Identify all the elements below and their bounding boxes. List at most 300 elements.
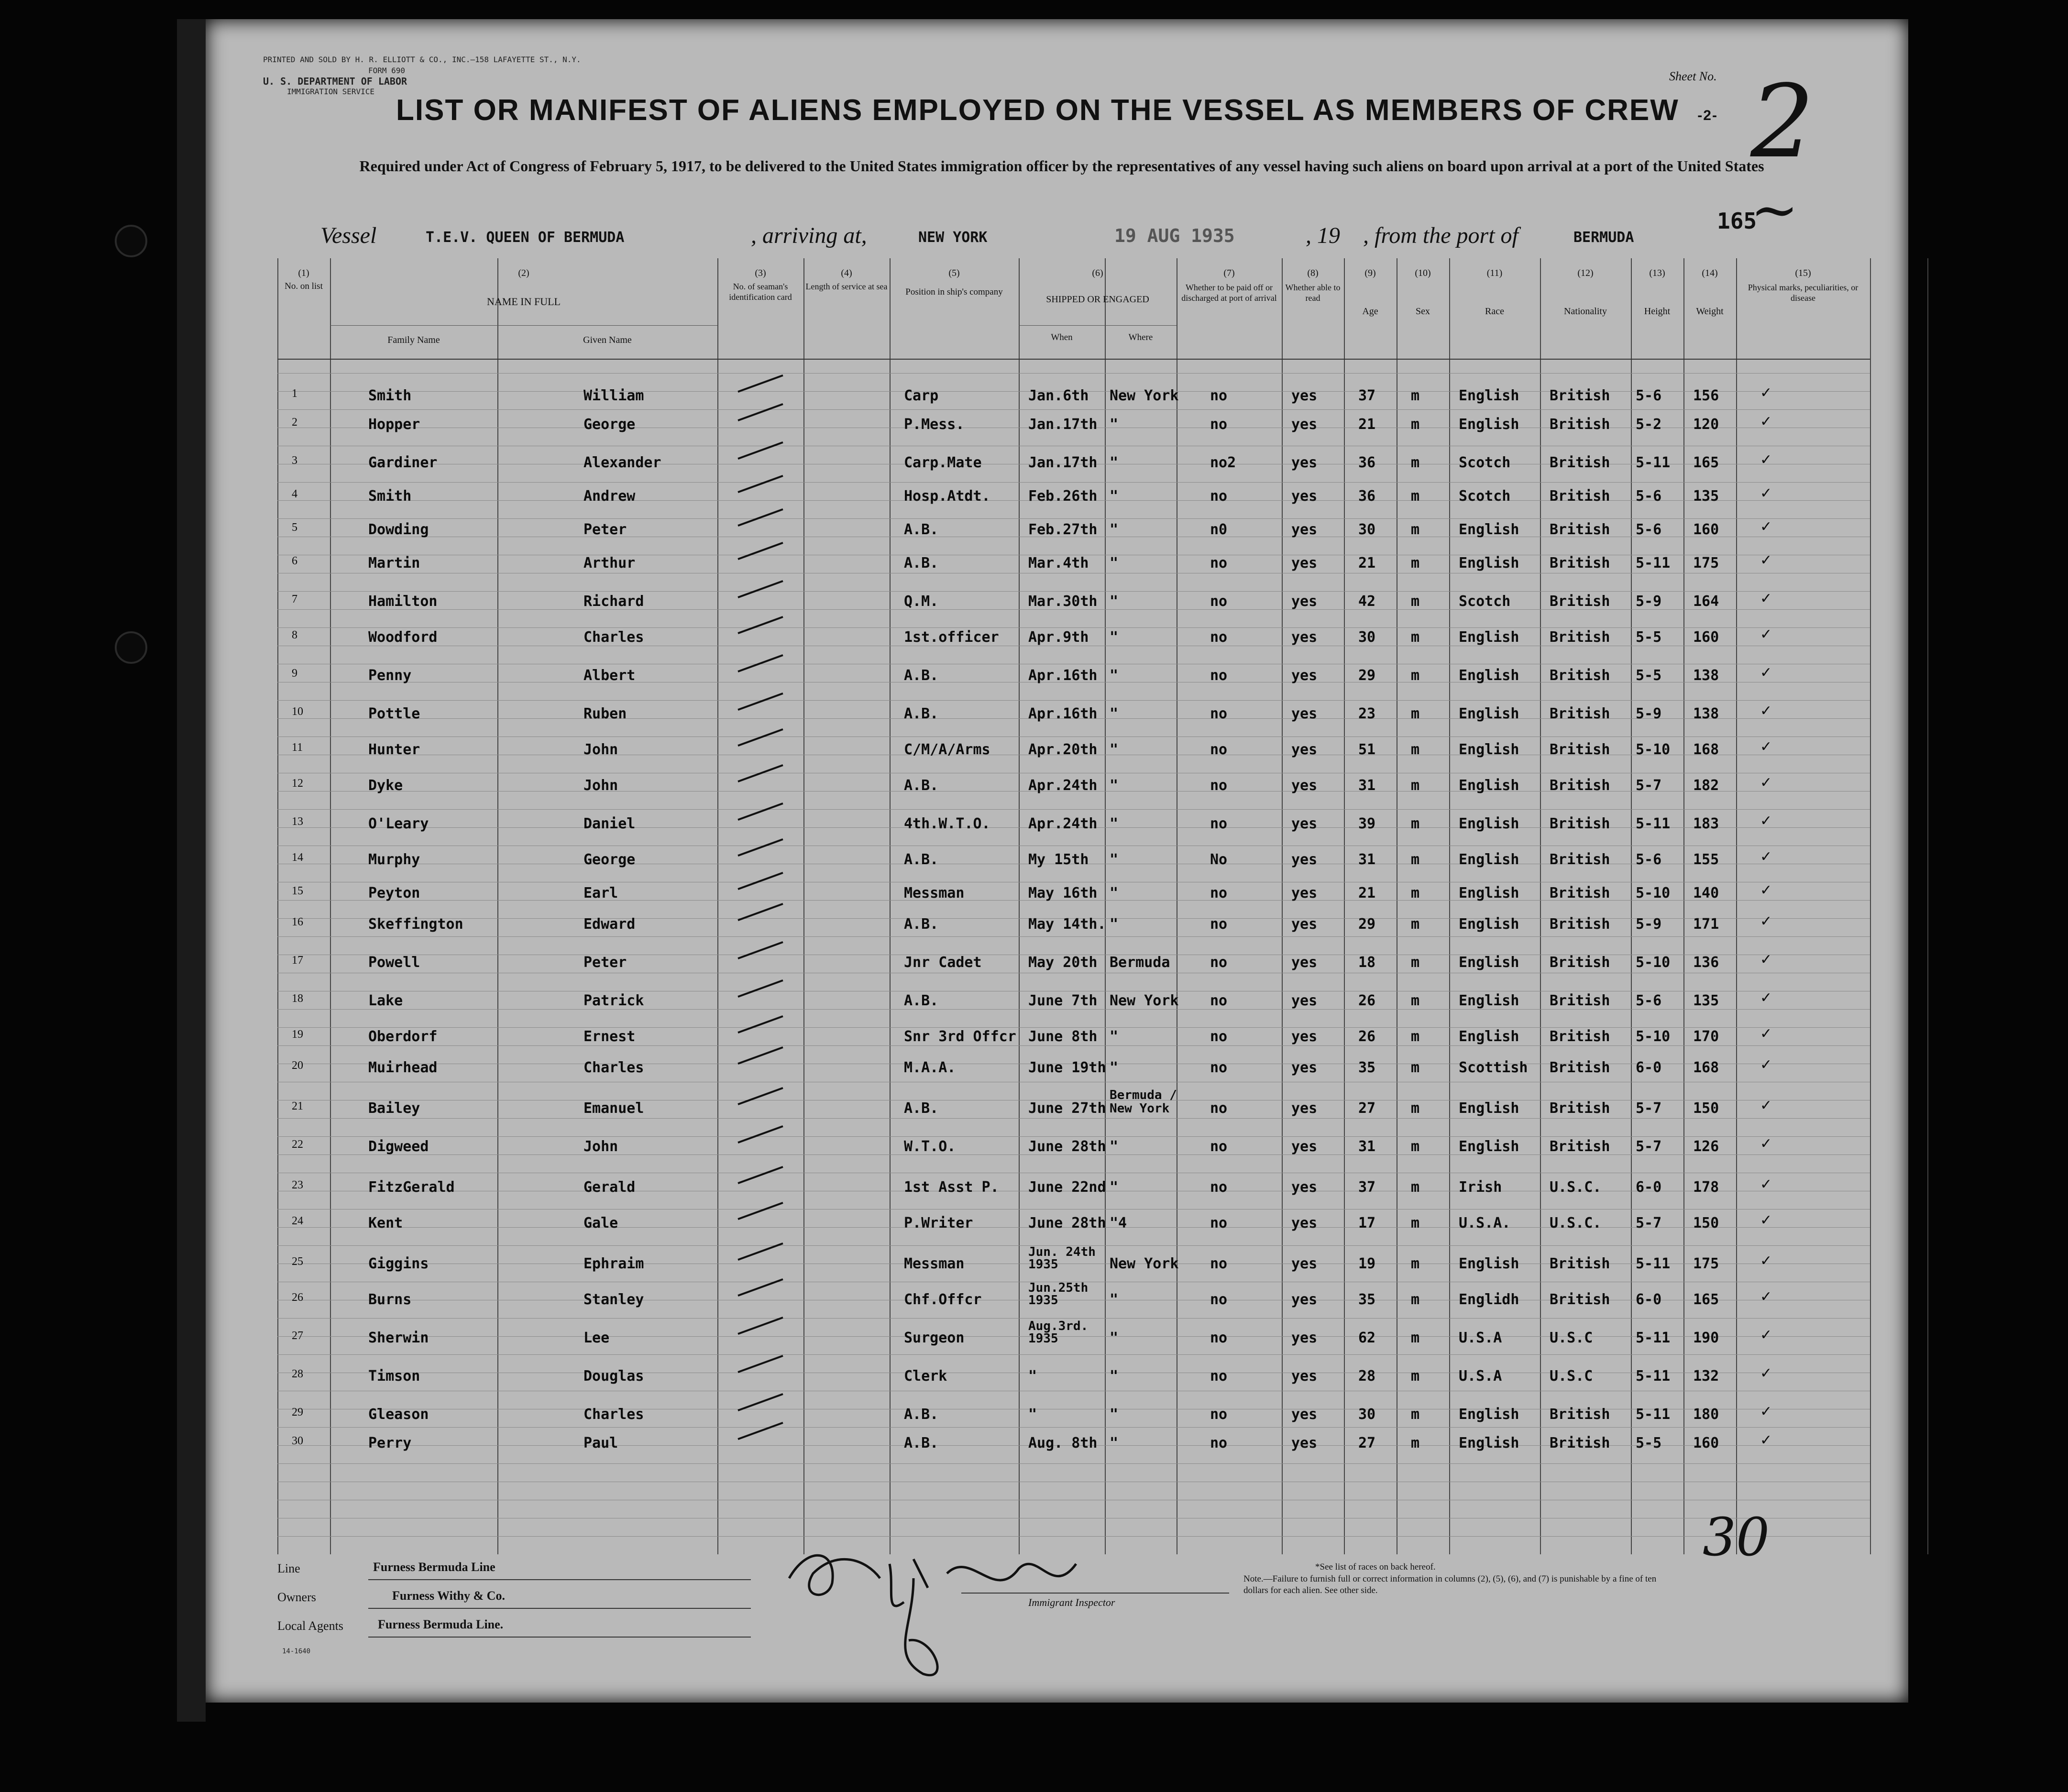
cell-position: 1st.officer [904, 629, 999, 646]
physical-marks-check: ✓ [1760, 664, 1772, 681]
cell-age: 18 [1358, 954, 1376, 971]
owners-value: Furness Withy & Co. [392, 1589, 505, 1603]
cell-given: Paul [583, 1435, 618, 1451]
cell-height: 5-11 [1636, 1330, 1671, 1346]
column-header: Nationality [1564, 306, 1607, 317]
cell-position: A.B. [904, 555, 939, 572]
cell-family: Bailey [368, 1100, 420, 1117]
arrival-date-stamp: 19 AUG 1935 [1114, 225, 1235, 246]
table-row [277, 1088, 1870, 1124]
cell-no: 15 [292, 885, 303, 897]
cell-weight: 135 [1693, 488, 1719, 505]
agents-label: Local Agents [277, 1619, 343, 1633]
binding-strip [177, 19, 206, 1722]
cell-given: Peter [583, 954, 627, 971]
cell-family: Peyton [368, 885, 420, 901]
cell-paid: no [1210, 416, 1228, 433]
cell-family: Martin [368, 555, 420, 572]
shipped-subheader-rule [1019, 325, 1177, 326]
cell-no: 27 [292, 1330, 303, 1342]
cell-nat: U.S.C [1550, 1368, 1593, 1385]
cell-where: " [1110, 488, 1119, 505]
column-header: (13) [1649, 268, 1665, 278]
cell-family: Digweed [368, 1138, 429, 1155]
cell-weight: 138 [1693, 667, 1719, 684]
cell-height: 5-11 [1636, 454, 1671, 471]
cell-family: Burns [368, 1291, 412, 1308]
cell-height: 6-0 [1636, 1291, 1662, 1308]
cell-where: New York [1110, 992, 1179, 1009]
cell-age: 19 [1358, 1255, 1376, 1272]
cell-weight: 168 [1693, 1059, 1719, 1076]
table-row [277, 882, 1870, 909]
cell-age: 23 [1358, 705, 1376, 722]
cell-no: 25 [292, 1255, 303, 1268]
cell-given: Charles [583, 629, 644, 646]
vessel-label: Vessel [320, 223, 377, 248]
cell-height: 5-7 [1636, 1100, 1662, 1117]
table-row [277, 1365, 1870, 1392]
cell-sex: m [1411, 593, 1420, 610]
cell-read: yes [1291, 1179, 1318, 1196]
cell-where: " [1110, 1059, 1119, 1076]
cell-sex: m [1411, 555, 1420, 572]
table-row [277, 1245, 1870, 1279]
column-header: (2) [518, 268, 529, 278]
physical-marks-check: ✓ [1760, 882, 1772, 899]
cell-weight: 120 [1693, 416, 1719, 433]
column-header: Where [1128, 332, 1153, 342]
cell-read: yes [1291, 885, 1318, 901]
id-card-tick-mark [737, 1393, 783, 1411]
cell-no: 12 [292, 777, 303, 790]
cell-nat: British [1550, 593, 1610, 610]
cell-nat: British [1550, 954, 1610, 971]
cell-sex: m [1411, 1179, 1420, 1196]
cell-height: 5-5 [1636, 1435, 1662, 1451]
cell-weight: 175 [1693, 555, 1719, 572]
agents-underline [368, 1637, 751, 1638]
cell-where: " [1110, 416, 1119, 433]
cell-height: 5-6 [1636, 387, 1662, 404]
physical-marks-check: ✓ [1760, 1403, 1772, 1420]
column-header: (15) [1795, 268, 1811, 278]
cell-family: Lake [368, 992, 403, 1009]
cell-sex: m [1411, 851, 1420, 868]
cell-sex: m [1411, 885, 1420, 901]
cell-family: Hopper [368, 416, 420, 433]
physical-marks-check: ✓ [1760, 738, 1772, 755]
cell-age: 29 [1358, 667, 1376, 684]
cell-race: English [1459, 667, 1519, 684]
cell-race: U.S.A [1459, 1368, 1502, 1385]
cell-sex: m [1411, 416, 1420, 433]
cell-family: Perry [368, 1435, 412, 1451]
cell-age: 21 [1358, 416, 1376, 433]
cell-no: 30 [292, 1435, 303, 1447]
cell-race: English [1459, 815, 1519, 832]
cell-height: 5-7 [1636, 777, 1662, 794]
cell-read: yes [1291, 954, 1318, 971]
table-row [277, 1319, 1870, 1353]
table-row [277, 1135, 1870, 1162]
cell-race: English [1459, 1100, 1519, 1117]
id-card-tick-mark [737, 616, 783, 634]
manifest-sheet [206, 19, 1908, 1703]
cell-nat: British [1550, 815, 1610, 832]
cell-age: 62 [1358, 1330, 1376, 1346]
cell-sex: m [1411, 1059, 1420, 1076]
cell-when: " [1028, 1406, 1037, 1423]
cell-height: 5-11 [1636, 1255, 1671, 1272]
column-header: Weight [1696, 306, 1724, 317]
inspector-underline [961, 1593, 1229, 1594]
cell-race: English [1459, 387, 1519, 404]
id-card-tick-mark [737, 1317, 783, 1335]
cell-age: 42 [1358, 593, 1376, 610]
column-header: Whether able to read [1285, 283, 1341, 303]
cell-when: May 14th. [1028, 916, 1106, 933]
physical-marks-check: ✓ [1760, 518, 1772, 535]
cell-read: yes [1291, 416, 1318, 433]
table-row [277, 738, 1870, 765]
column-header: (12) [1577, 268, 1594, 278]
id-card-tick-mark [737, 1166, 783, 1184]
cell-paid: no [1210, 1368, 1228, 1385]
cell-read: yes [1291, 1255, 1318, 1272]
cell-when: Jan.6th [1028, 387, 1089, 404]
cell-read: yes [1291, 1028, 1318, 1045]
cell-weight: 140 [1693, 885, 1719, 901]
cell-height: 5-5 [1636, 629, 1662, 646]
cell-position: Jnr Cadet [904, 954, 982, 971]
id-card-tick-mark [737, 1202, 783, 1220]
cell-where: " [1110, 1291, 1119, 1308]
cell-weight: 180 [1693, 1406, 1719, 1423]
cell-given: Arthur [583, 555, 636, 572]
cell-position: A.B. [904, 1435, 939, 1451]
cell-age: 31 [1358, 851, 1376, 868]
cell-family: Skeffington [368, 916, 463, 933]
cell-family: O'Leary [368, 815, 429, 832]
cell-sex: m [1411, 815, 1420, 832]
cell-no: 18 [292, 992, 303, 1005]
cell-where: " [1110, 521, 1119, 538]
physical-marks-check: ✓ [1760, 1025, 1772, 1042]
cell-height: 5-11 [1636, 815, 1671, 832]
cell-sex: m [1411, 954, 1420, 971]
cell-paid: no [1210, 488, 1228, 505]
cell-where: " [1110, 1028, 1119, 1045]
cell-height: 5-9 [1636, 593, 1662, 610]
table-row [277, 1176, 1870, 1203]
physical-marks-check: ✓ [1760, 385, 1772, 401]
cell-weight: 168 [1693, 741, 1719, 758]
column-header: (14) [1702, 268, 1718, 278]
cell-paid: no [1210, 593, 1228, 610]
cell-age: 30 [1358, 629, 1376, 646]
cell-height: 5-7 [1636, 1215, 1662, 1231]
arriving-label: , arriving at, [751, 223, 867, 248]
cell-sex: m [1411, 629, 1420, 646]
table-row [277, 1056, 1870, 1083]
cell-paid: no [1210, 1291, 1228, 1308]
cell-paid: no2 [1210, 454, 1236, 471]
cell-nat: British [1550, 1100, 1610, 1117]
cell-sex: m [1411, 705, 1420, 722]
cell-when: Feb.27th [1028, 521, 1098, 538]
cell-no: 29 [292, 1406, 303, 1418]
cell-read: yes [1291, 1406, 1318, 1423]
cell-family: Oberdorf [368, 1028, 438, 1045]
cell-given: Charles [583, 1406, 644, 1423]
cell-when: Aug.3rd. 1935 [1028, 1319, 1089, 1346]
table-row [277, 1212, 1870, 1239]
table-row [277, 705, 1870, 729]
cell-read: yes [1291, 629, 1318, 646]
cell-when: June 27th [1028, 1100, 1106, 1117]
cell-no: 19 [292, 1028, 303, 1041]
table-row [277, 913, 1870, 940]
column-header: No. of seaman's identification card [729, 282, 792, 302]
cell-race: English [1459, 1138, 1519, 1155]
cell-position: Surgeon [904, 1330, 965, 1346]
cell-given: Patrick [583, 992, 644, 1009]
cell-race: English [1459, 521, 1519, 538]
form-code: 14-1640 [282, 1648, 311, 1655]
table-row [277, 989, 1870, 1016]
cell-race: Scotch [1459, 454, 1511, 471]
cell-family: Hamilton [368, 593, 438, 610]
cell-weight: 138 [1693, 705, 1719, 722]
cell-no: 24 [292, 1215, 303, 1227]
cell-nat: U.S.C. [1550, 1215, 1602, 1231]
sheet-number: 2 [1750, 63, 1815, 180]
cell-weight: 178 [1693, 1179, 1719, 1196]
cell-race: Scottish [1459, 1059, 1528, 1076]
sheet-number-label: Sheet No. [1669, 69, 1717, 83]
title-suffix: -2- [1697, 108, 1718, 123]
cell-weight: 160 [1693, 1435, 1719, 1451]
cell-position: Q.M. [904, 593, 939, 610]
cell-read: yes [1291, 454, 1318, 471]
physical-marks-check: ✓ [1760, 1432, 1772, 1449]
cell-nat: British [1550, 1138, 1610, 1155]
cell-paid: no [1210, 1028, 1228, 1045]
cell-when: June 28th [1028, 1138, 1106, 1155]
cell-race: English [1459, 629, 1519, 646]
cell-weight: 135 [1693, 992, 1719, 1009]
column-header: When [1051, 332, 1073, 342]
cell-paid: no [1210, 815, 1228, 832]
cell-age: 37 [1358, 387, 1376, 404]
cell-sex: m [1411, 1138, 1420, 1155]
physical-marks-check: ✓ [1760, 1365, 1772, 1382]
cell-nat: British [1550, 1291, 1610, 1308]
cell-age: 35 [1358, 1291, 1376, 1308]
cell-given: George [583, 416, 636, 433]
cell-weight: 190 [1693, 1330, 1719, 1346]
cell-paid: no [1210, 1330, 1228, 1346]
cell-sex: m [1411, 667, 1420, 684]
cell-read: yes [1291, 741, 1318, 758]
header-rule [277, 359, 1870, 360]
cell-no: 28 [292, 1368, 303, 1380]
cell-race: English [1459, 916, 1519, 933]
cell-weight: 165 [1693, 454, 1719, 471]
column-header: Age [1362, 306, 1378, 317]
cell-read: yes [1291, 1138, 1318, 1155]
cell-paid: no [1210, 387, 1228, 404]
cell-nat: British [1550, 1406, 1610, 1423]
column-header: Whether to be paid off or discharged at port of arrival [1181, 283, 1277, 303]
cell-given: Richard [583, 593, 644, 610]
cell-age: 35 [1358, 1059, 1376, 1076]
cell-when: Aug. 8th [1028, 1435, 1098, 1451]
cell-weight: 165 [1693, 1291, 1719, 1308]
cell-sex: m [1411, 1255, 1420, 1272]
cell-height: 5-7 [1636, 1138, 1662, 1155]
id-card-tick-mark [737, 1278, 783, 1297]
ruled-line [277, 518, 1870, 519]
cell-age: 28 [1358, 1368, 1376, 1385]
year-label: , 19 [1306, 223, 1340, 248]
cell-position: A.B. [904, 667, 939, 684]
cell-no: 6 [292, 555, 297, 567]
cell-sex: m [1411, 1368, 1420, 1385]
cell-nat: British [1550, 555, 1610, 572]
ruled-line [277, 1354, 1870, 1355]
cell-height: 6-0 [1636, 1059, 1662, 1076]
line-value: Furness Bermuda Line [373, 1560, 495, 1574]
cell-when: Jun.25th 1935 [1028, 1281, 1089, 1308]
cell-no: 5 [292, 521, 297, 534]
inspector-signature [770, 1530, 1200, 1688]
table-row [277, 413, 1870, 440]
cell-given: Peter [583, 521, 627, 538]
cell-race: Englidh [1459, 1291, 1519, 1308]
from-port-label: , from the port of [1363, 223, 1518, 248]
cell-read: yes [1291, 777, 1318, 794]
column-header: (11) [1486, 268, 1503, 278]
line-underline [368, 1579, 751, 1580]
cell-given: Emanuel [583, 1100, 644, 1117]
cell-weight: 183 [1693, 815, 1719, 832]
cell-age: 31 [1358, 1138, 1376, 1155]
id-card-tick-mark [737, 1087, 783, 1105]
cell-position: A.B. [904, 777, 939, 794]
cell-family: Powell [368, 954, 420, 971]
table-row [277, 590, 1870, 617]
cell-when: Apr.24th [1028, 815, 1098, 832]
id-card-tick-mark [737, 764, 783, 782]
title-text: LIST OR MANIFEST OF ALIENS EMPLOYED ON THE VESSEL AS MEMBERS OF CREW [396, 94, 1679, 127]
cell-where: " [1110, 741, 1119, 758]
cell-read: yes [1291, 815, 1318, 832]
table-row [277, 518, 1870, 545]
ruled-line [277, 1136, 1870, 1137]
cell-paid: no [1210, 1406, 1228, 1423]
cell-height: 5-5 [1636, 667, 1662, 684]
cell-position: 1st Asst P. [904, 1179, 999, 1196]
cell-given: Daniel [583, 815, 636, 832]
vessel-name: T.E.V. QUEEN OF BERMUDA [426, 229, 625, 246]
cell-when: June 22nd [1028, 1179, 1106, 1196]
column-header: (9) [1364, 268, 1376, 278]
cell-nat: British [1550, 454, 1610, 471]
cell-no: 10 [292, 705, 303, 718]
cell-nat: U.S.C [1550, 1330, 1593, 1346]
cell-height: 5-9 [1636, 916, 1662, 933]
cell-height: 5-10 [1636, 885, 1671, 901]
cell-age: 26 [1358, 992, 1376, 1009]
cell-no: 14 [292, 851, 303, 864]
cell-where: " [1110, 815, 1119, 832]
cell-race: U.S.A [1459, 1330, 1502, 1346]
column-header: Position in ship's company [905, 287, 1003, 297]
cell-nat: British [1550, 916, 1610, 933]
id-card-tick-mark [737, 728, 783, 747]
cell-age: 29 [1358, 916, 1376, 933]
cell-weight: 164 [1693, 593, 1719, 610]
column-header: (7) [1223, 268, 1235, 278]
physical-marks-check: ✓ [1760, 552, 1772, 569]
cell-paid: no [1210, 954, 1228, 971]
id-card-tick-mark [737, 1015, 783, 1033]
cell-height: 5-10 [1636, 741, 1671, 758]
cell-when: Jan.17th [1028, 454, 1098, 471]
cell-given: Andrew [583, 488, 636, 505]
cell-no: 20 [292, 1059, 303, 1072]
id-card-tick-mark [737, 441, 783, 460]
cell-paid: no [1210, 992, 1228, 1009]
id-card-tick-mark [737, 941, 783, 959]
cell-given: Lee [583, 1330, 610, 1346]
cell-sex: m [1411, 992, 1420, 1009]
cell-nat: British [1550, 992, 1610, 1009]
table-row [277, 848, 1870, 875]
physical-marks-check: ✓ [1760, 626, 1772, 643]
cell-position: Carp [904, 387, 939, 404]
cell-family: Dyke [368, 777, 403, 794]
cell-weight: 136 [1693, 954, 1719, 971]
column-header: (8) [1307, 268, 1319, 278]
cell-age: 30 [1358, 521, 1376, 538]
cell-given: Gerald [583, 1179, 636, 1196]
cell-given: Alexander [583, 454, 661, 471]
cell-where: " [1110, 593, 1119, 610]
cell-race: English [1459, 1255, 1519, 1272]
cell-weight: 182 [1693, 777, 1719, 794]
cell-given: Gale [583, 1215, 618, 1231]
cell-read: yes [1291, 1100, 1318, 1117]
cell-height: 5-6 [1636, 992, 1662, 1009]
cell-age: 17 [1358, 1215, 1376, 1231]
cell-age: 51 [1358, 741, 1376, 758]
cell-nat: British [1550, 488, 1610, 505]
cell-read: yes [1291, 1435, 1318, 1451]
cell-paid: No [1210, 851, 1228, 868]
cell-family: Smith [368, 387, 412, 404]
cell-read: yes [1291, 1330, 1318, 1346]
cell-given: Douglas [583, 1368, 644, 1385]
cell-read: yes [1291, 593, 1318, 610]
table-row [277, 1403, 1870, 1430]
cell-weight: 171 [1693, 916, 1719, 933]
cell-when: " [1028, 1368, 1037, 1385]
table-row [277, 951, 1870, 978]
cell-paid: no [1210, 916, 1228, 933]
